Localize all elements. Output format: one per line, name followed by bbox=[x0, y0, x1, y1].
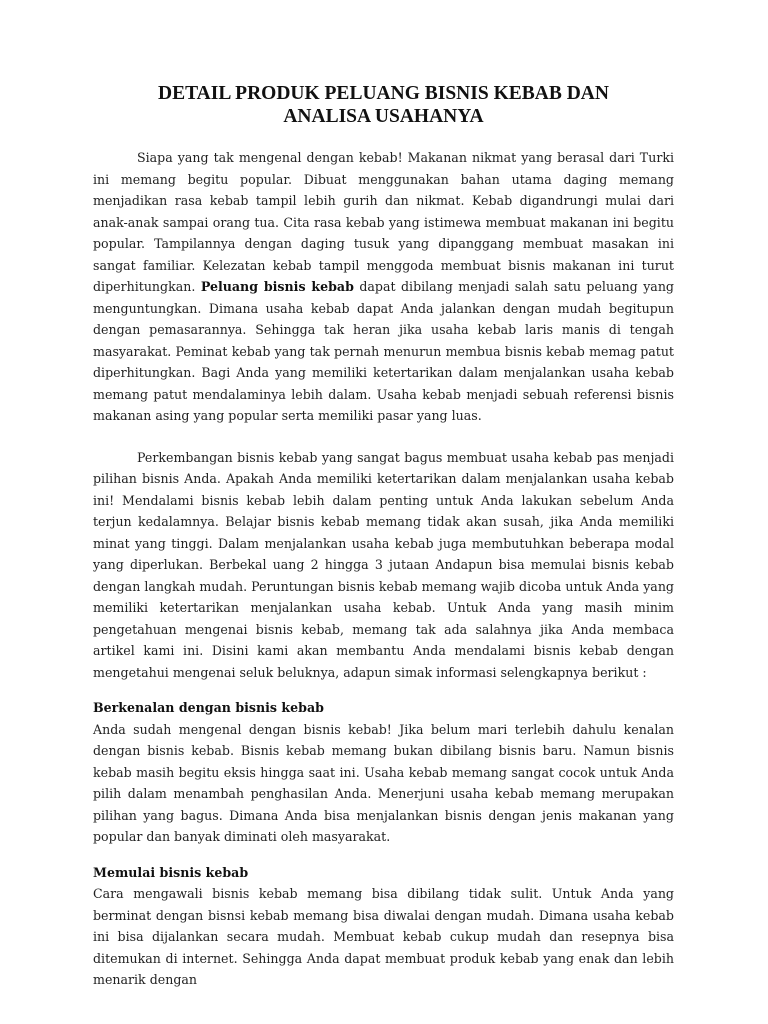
section-heading-berkenalan: Berkenalan dengan bisnis kebab bbox=[93, 700, 324, 715]
section-body-berkenalan: Anda sudah mengenal dengan bisnis kebab! Jika belum mari terlebih dahulu kenalan dengan bisnis kebab. Bisnis kebab memang bukan dibilang bisnis baru. Namun bisnis kebab masih begitu eksis hingga saat ini. Usaha kebab memang sangat cocok untuk Anda pilih dalam menambah penghasilan Anda. Menerjuni usaha kebab memang merupakan pilihan yang bagus. Dimana Anda bisa menjalankan bisnis dengan jenis makanan yang popular dan banyak diminati oleh masyarakat. bbox=[93, 721, 674, 844]
document-title bbox=[93, 82, 674, 128]
section-heading-memulai: Memulai bisnis kebab bbox=[93, 864, 249, 880]
development-paragraph: Perkembangan bisnis kebab yang sangat bagus membuat usaha kebab pas menjadi pilihan bisnis Anda. Apakah Anda memiliki ketertarikan dalam menjalankan usaha kebab ini! Mendalami bisnis kebab lebih dalam penting untuk Anda lakukan sebelum Anda terjun kedalamnya. Belajar bisnis kebab memang tidak akan susah, jika Anda memiliki minat yang tinggi. Dalam menjalankan usaha kebab juga membutuhkan beberapa modal yang diperlukan. Berbekal uang 2 hingga 3 jutaan Andapun bisa memulai bisnis kebab dengan langkah mudah. Peruntungan bisnis kebab memang wajib dicoba untuk Anda yang memiliki ketertarikan menjalankan usaha kebab. Untuk Anda yang masih minim pengetahuan mengenai bisnis kebab, memang tak ada salahnya jika Anda membaca artikel kami ini. Disini kami akan membantu Anda mendalami bisnis kebab dengan mengetahui mengenai seluk beluknya, adapun simak informasi selengkapnya berikut : bbox=[93, 449, 674, 680]
intro-text-end: dapat dibilang menjadi salah satu peluang yang menguntungkan. Dimana usaha kebab dapat Anda jalankan dengan mudah begitupun dengan pemasarannya. Sehingga tak heran jika usaha kebab laris manis di tengah masyarakat. Peminat kebab yang tak pernah menurun membua bisnis kebab memag patut diperhitungkan. Bagi Anda yang memiliki ketertarikan dalam menjalankan usaha kebab memang patut mendalaminya lebih dalam. Usaha kebab menjadi sebuah referensi bisnis makanan asing yang popular serta memiliki pasar yang luas. bbox=[93, 279, 674, 423]
bold-keyword: Peluang bisnis kebab bbox=[200, 279, 354, 294]
title-line-1: DETAIL PRODUK PELUANG BISNIS KEBAB DAN bbox=[158, 83, 609, 104]
document-page bbox=[93, 82, 674, 991]
intro-paragraph bbox=[93, 147, 674, 427]
section-body-memulai: Cara mengawali bisnis kebab memang bisa dibilang tidak sulit. Untuk Anda yang berminat dengan bisnsi kebab memang bisa diwalai dengan mudah. Dimana usaha kebab ini bisa dijalankan secara mudah. Membuat kebab cukup mudah dan resepnya bisa ditemukan di internet. Sehingga Anda dapat membuat produk kebab yang enak dan lebih menarik dengan bbox=[93, 886, 674, 987]
title-line-2: ANALISA USAHANYA bbox=[283, 106, 484, 127]
intro-text-start: Siapa yang tak mengenal dengan kebab! Makanan nikmat yang berasal dari Turki ini memang begitu popular. Dibuat menggunakan bahan utama daging memang menjadikan rasa kebab tampil lebih gurih dan nikmat. Kebab digandrungi mulai dari anak-anak sampai orang tua. Cita rasa kebab yang istimewa membuat makanan ini begitu popular. Tampilannya dengan daging tusuk yang dipanggang membuat masakan ini sangat familiar. Kelezatan kebab tampil menggoda membuat bisnis makanan ini turut diperhitungkan. bbox=[93, 150, 674, 294]
